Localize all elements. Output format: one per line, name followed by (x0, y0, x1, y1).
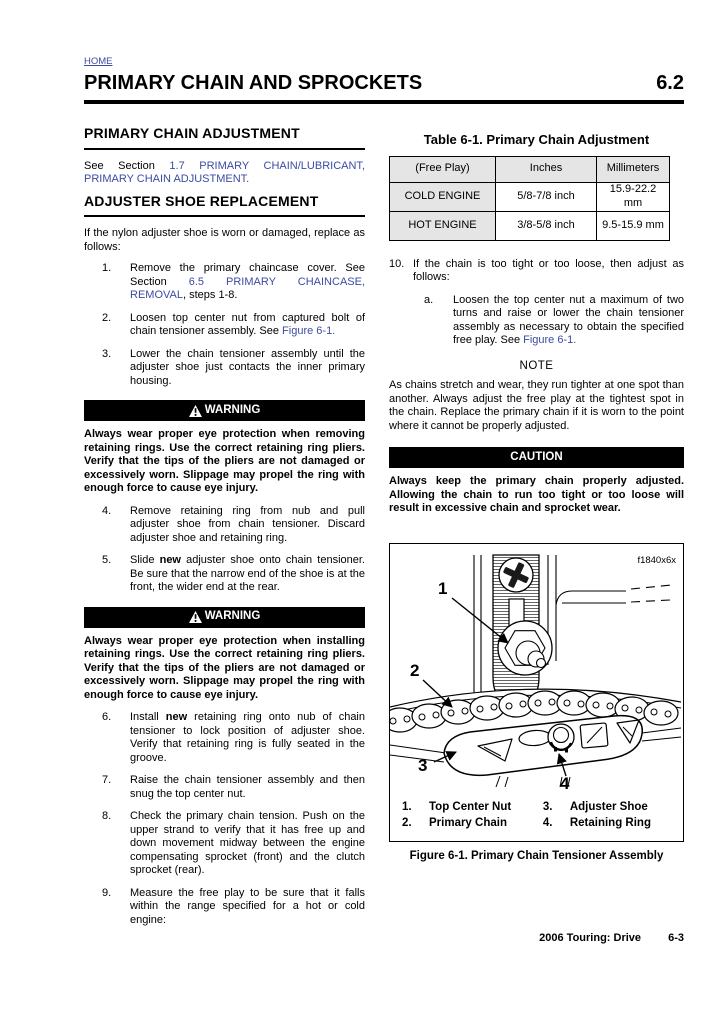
step-10a: a. Loosen the top center nut a maximum of two turns and raise or lower the chain tensioner assembly as necessary to obtain the specified free play. See Figure 6-1. (424, 293, 684, 346)
callout-1: 1 (438, 578, 448, 598)
step-10: 10. If the chain is too tight or too loose, then adjust as follows: (389, 257, 684, 283)
section-number: 6.2 (656, 72, 684, 94)
step-4: 4. Remove retaining ring from nub and pull adjuster shoe from chain tensioner. Discard adjuster shoe and retaining ring. (102, 504, 365, 544)
warning-label: WARNING (204, 403, 261, 416)
figure-6-1-box (389, 543, 684, 842)
legend-item-3: 3. Adjuster Shoe (542, 800, 648, 813)
caution-banner (389, 447, 684, 468)
cell-hot-inches: 3/8-5/8 inch (496, 211, 597, 240)
warning-banner-2 (84, 607, 365, 628)
warning-text-2: Always wear proper eye protection when installing retaining rings. Use the correct retaining ring pliers. Verify that the tips of the pliers are not damaged or excessively worn. Slippage may propel the ring with enough force to cause eye injury. (84, 634, 365, 701)
legend-item-4: 4. Retaining Ring (542, 817, 651, 829)
warning-banner-1 (84, 400, 365, 421)
warning-text-1: Always wear proper eye protection when removing retaining rings. Use the correct retaining ring pliers. Verify that the tips of the pliers are not damaged or excessively worn. Slippage may propel the ring with enough force to cause eye injury. (84, 428, 365, 494)
warning-label: WARNING (204, 610, 261, 623)
heading-adjuster-shoe-replacement: ADJUSTER SHOE REPLACEMENT (84, 195, 365, 218)
footer-doc-title: 2006 Touring: Drive (539, 932, 642, 944)
step-3: 3. Lower the chain tensioner assembly until the adjuster shoe just contacts the inner primary housing. (102, 347, 365, 387)
warning-triangle-icon (189, 405, 202, 417)
callout-3: 3 (418, 755, 428, 775)
chain-tensioner-drawing (390, 547, 683, 797)
callout-4: 4 (560, 773, 570, 793)
page-title: PRIMARY CHAIN AND SPROCKETS (84, 72, 423, 94)
note-label: NOTE (519, 359, 554, 372)
cell-cold-inches: 5/8-7/8 inch (496, 182, 597, 211)
intro-paragraph: If the nylon adjuster shoe is worn or damaged, replace as follows: (84, 227, 365, 253)
row-header-hot-engine: HOT ENGINE (390, 211, 496, 240)
right-column (389, 133, 684, 863)
legend-item-2: 2. Primary Chain (402, 817, 507, 829)
step-1: 1. Remove the primary chaincase cover. See Section 6.5 PRIMARY CHAINCASE, REMOVAL, steps 1-8. (102, 262, 366, 301)
col-header-free-play: (Free Play) (390, 156, 496, 182)
page-header (84, 72, 684, 95)
heading-primary-chain-adjustment: PRIMARY CHAIN ADJUSTMENT (84, 127, 365, 150)
step-7: 7. Raise the chain tensioner assembly and then snug the top center nut. (102, 774, 365, 800)
figure-legend (390, 797, 683, 835)
header-rule (84, 100, 684, 104)
col-header-millimeters: Millimeters (597, 156, 670, 182)
footer-page-number: 6-3 (668, 932, 684, 944)
legend-item-1: 1. Top Center Nut (402, 800, 512, 813)
caution-label: CAUTION (510, 450, 563, 463)
figure-6-1-link[interactable]: Figure 6-1. (282, 325, 336, 337)
row-header-cold-engine: COLD ENGINE (390, 182, 496, 211)
left-column (84, 127, 365, 936)
primary-chain-adjustment-table (389, 156, 670, 241)
table-title: Table 6-1. Primary Chain Adjustment (423, 132, 650, 147)
step-9: 9. Measure the free play to be sure that it falls within the range specified for a hot or cold engine: (102, 886, 365, 926)
warning-triangle-icon (189, 611, 202, 623)
see-section-paragraph: See Section 1.7 PRIMARY CHAIN/LUBRICANT, PRIMARY CHAIN ADJUSTMENT. (84, 159, 365, 185)
cell-cold-mm: 15.9-22.2 mm (597, 182, 670, 211)
figure-ref-label: f1840x6x (637, 554, 676, 566)
step-8: 8. Check the primary chain tension. Push on the upper strand to verify that it has free up and down movement midway between the engine compensating sprocket (front) and the clutch sprocket (rear). (102, 810, 365, 876)
step-6: 6. Install new retaining ring onto nub of chain tensioner to lock position of adjuster shoe. Verify that retaining ring is fully seated in the groove. (102, 711, 365, 764)
figure-6-1-link[interactable]: Figure 6-1. (523, 334, 577, 346)
step-2: 2. Loosen top center nut from captured bolt of chain tensioner assembly. See Figure 6-1. (102, 311, 365, 337)
cell-hot-mm: 9.5-15.9 mm (597, 211, 670, 240)
col-header-inches: Inches (496, 156, 597, 182)
note-text: As chains stretch and wear, they run tighter at one spot than another. Always adjust the free play at the tightest spot in the chain. Replace the primary chain if it is worn to the point where it cannot be properly adjusted. (389, 379, 684, 432)
table-row (390, 211, 670, 240)
section-6-5-link[interactable]: 6.5 PRIMARY CHAINCASE, REMOVAL (130, 275, 366, 301)
figure-caption: Figure 6-1. Primary Chain Tensioner Assembly (409, 849, 664, 862)
page-footer (539, 932, 684, 944)
callout-2: 2 (410, 660, 420, 680)
table-row (390, 182, 670, 211)
table-header-row (390, 156, 670, 182)
section-1-7-link[interactable]: 1.7 PRIMARY CHAIN/LUBRICANT, PRIMARY CHAIN ADJUSTMENT. (84, 159, 365, 185)
caution-text: Always keep the primary chain properly adjusted. Allowing the chain to run too tight or too loose will result in excessive chain and sprocket wear. (389, 475, 684, 514)
home-link[interactable]: HOME (84, 56, 113, 67)
step-5: 5. Slide new adjuster shoe onto chain tensioner. Be sure that the narrow end of the shoe is at the front, the wider end at the rear. (102, 554, 365, 593)
